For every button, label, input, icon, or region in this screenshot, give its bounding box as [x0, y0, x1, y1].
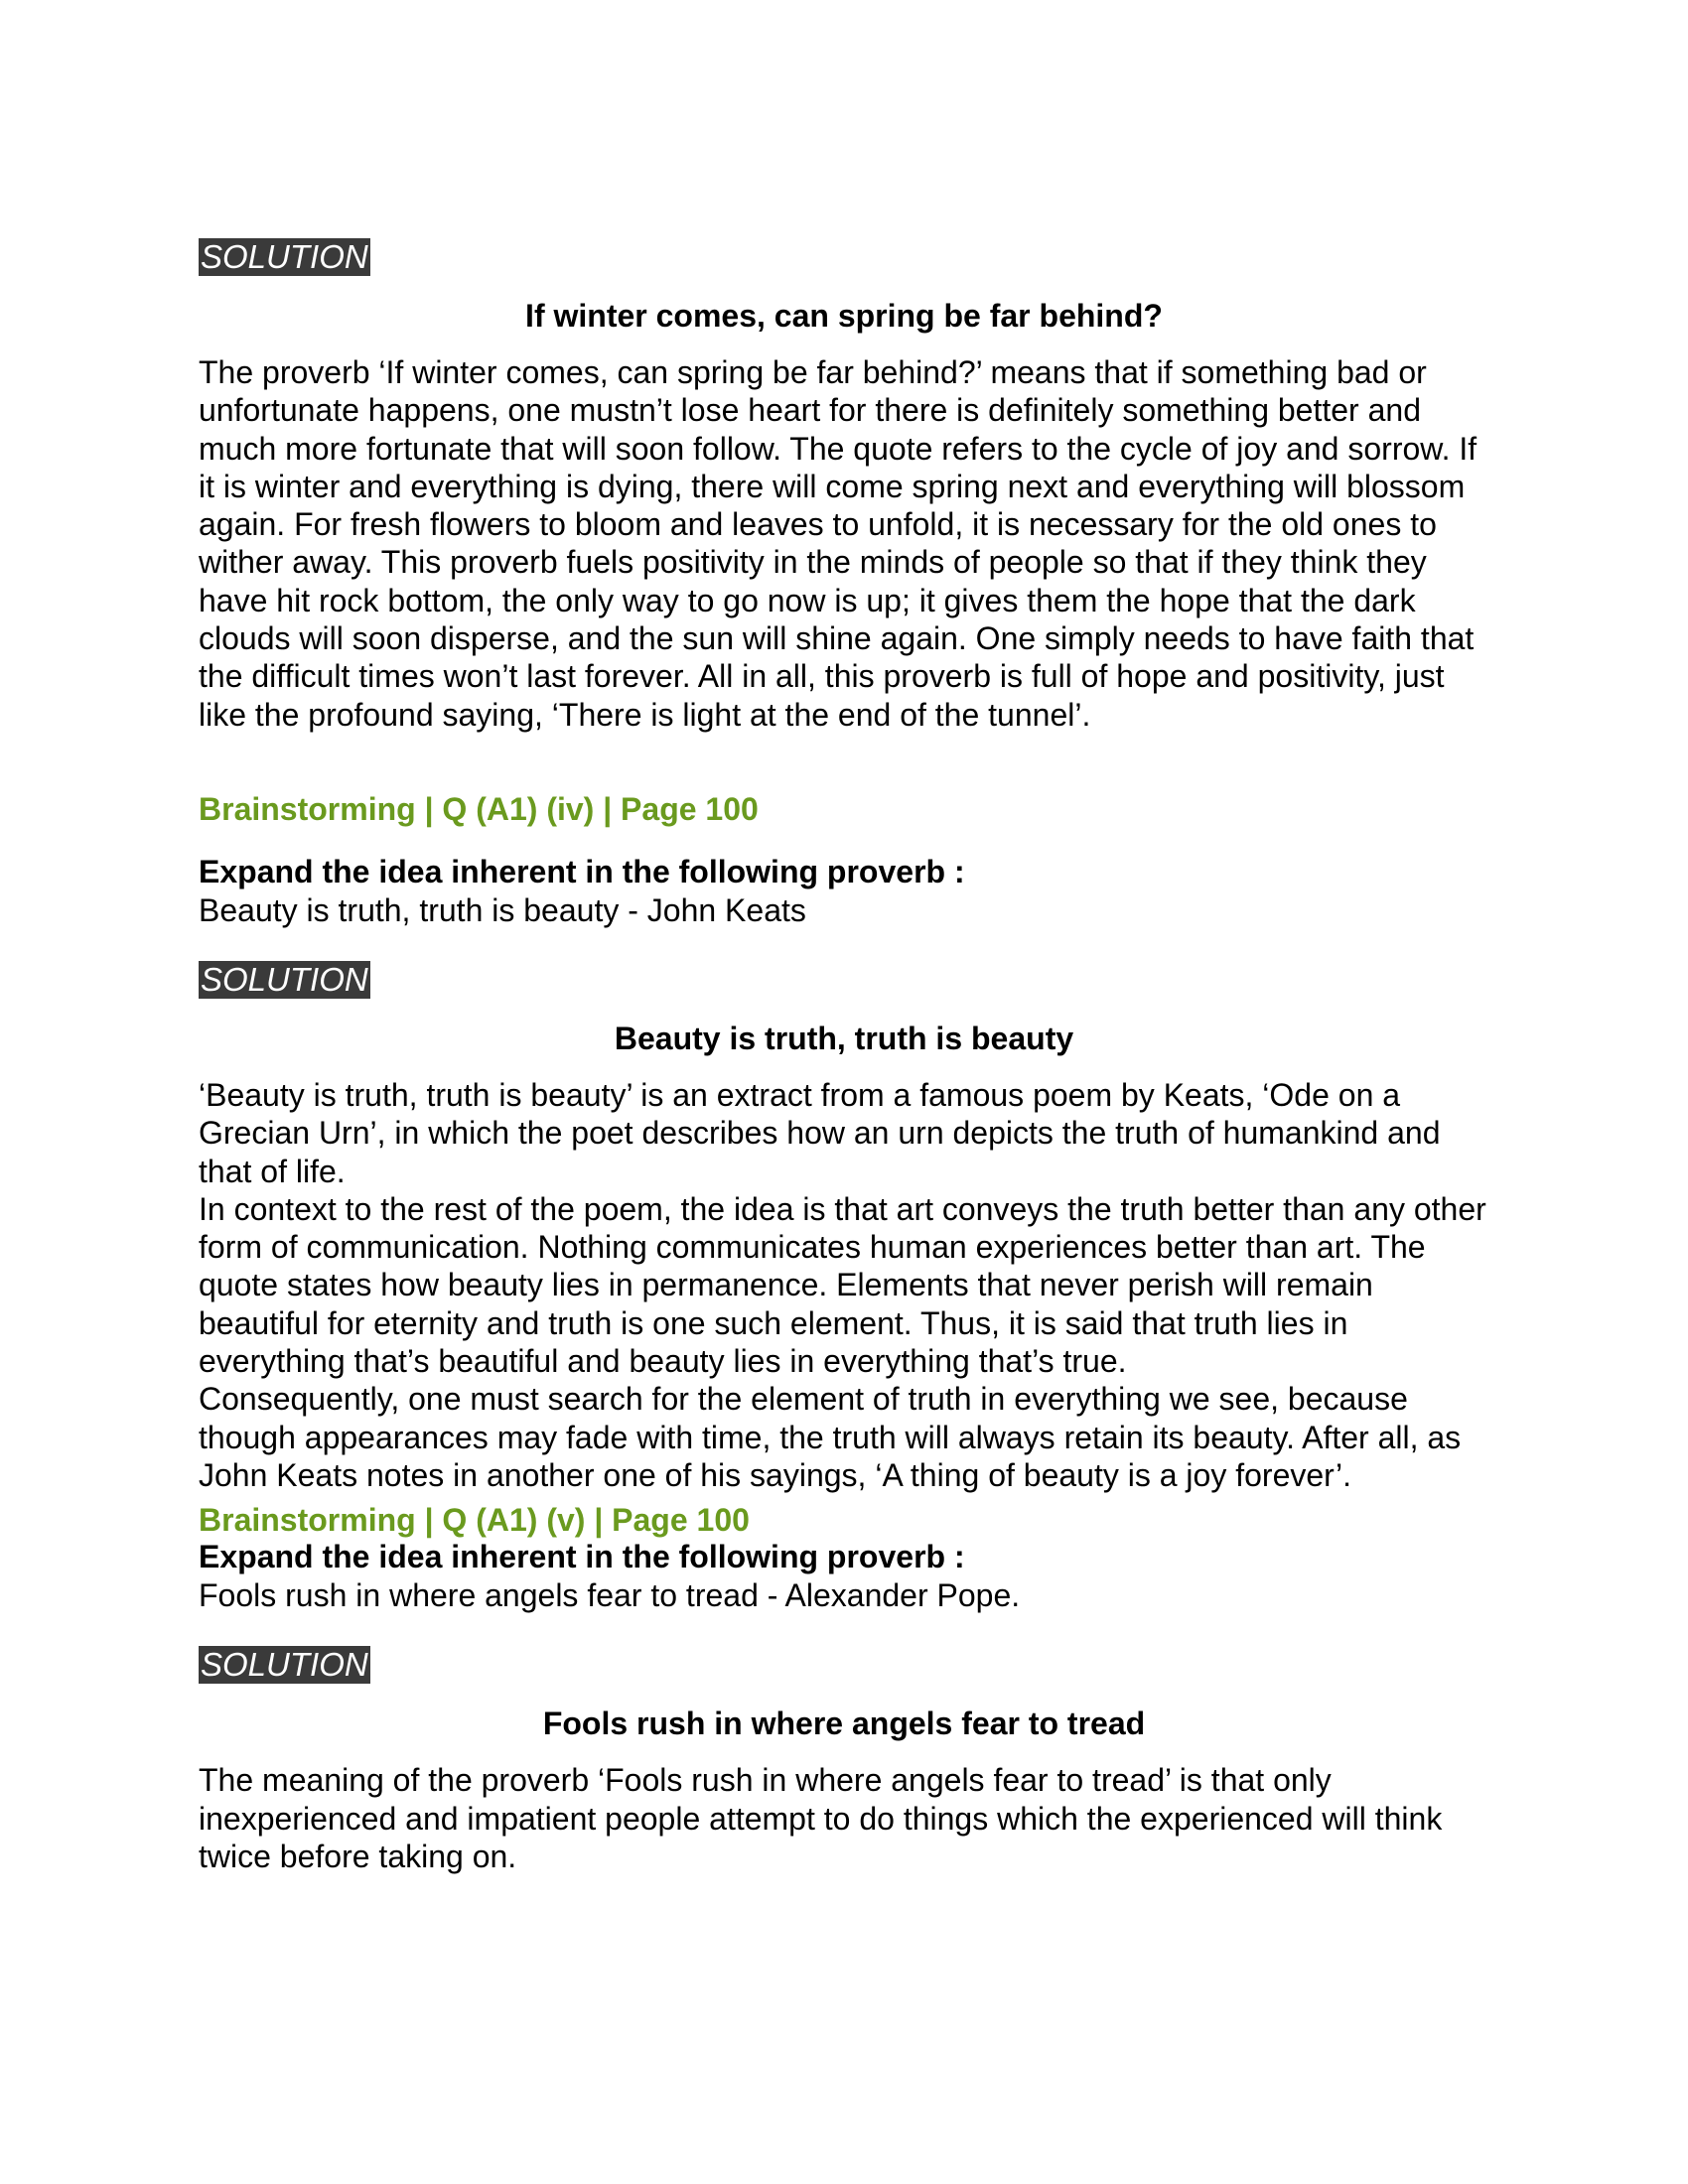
section-title: Beauty is truth, truth is beauty — [614, 1020, 1074, 1056]
solution-label: SOLUTION — [201, 960, 368, 998]
proverb-text: Beauty is truth, truth is beauty - John Keats — [199, 891, 806, 928]
section-title: If winter comes, can spring be far behind? — [525, 298, 1163, 334]
solution-label: SOLUTION — [201, 1646, 368, 1684]
body-paragraph: The meaning of the proverb ‘Fools rush in where angels fear to tread’ is that only inexperienced and impatient people attempt to do things which the experienced will think twice before taking on. — [199, 1762, 1443, 1874]
question-heading: Brainstorming | Q (A1) (v) | Page 100 — [199, 1502, 750, 1539]
body-paragraph: In context to the rest of the poem, the idea is that art conveys the truth better than any other form of communication. Nothing communicates human experiences better than art. The quote states how beauty lies in permanence. Elements that never perish will remain beautiful for eternity and truth is one such element. Thus, it is said that truth lies in everything that’s beautiful and beauty lies in everything that’s true. — [199, 1190, 1486, 1380]
proverb-text: Fools rush in where angels fear to tread - Alexander Pope. — [199, 1577, 1021, 1614]
body-paragraph: Consequently, one must search for the element of truth in everything we see, because though appearances may fade with time, the truth will always retain its beauty. After all, as John Keats notes in another one of his sayings, ‘A thing of beauty is a joy forever’. — [199, 1381, 1462, 1493]
question-prompt: Expand the idea inherent in the following proverb : — [199, 853, 965, 889]
section-title: Fools rush in where angels fear to tread — [542, 1706, 1146, 1742]
solution-label: SOLUTION — [201, 238, 368, 275]
document-page — [199, 238, 1489, 1875]
body-paragraph: The proverb ‘If winter comes, can spring be far behind?’ means that if something bad or unfortunate happens, one mustn’t lose heart for there is definitely something better and much more fortunate that will soon follow. The quote refers to the cycle of joy and sorrow. If it is winter and everything is dying, there will come spring next and everything will blossom again. For fresh flowers to bloom and leaves to unfold, it is necessary for the old ones to wither away. This proverb fuels positivity in the minds of people so that if they think they have hit rock bottom, the only way to go now is up; it gives them the hope that the dark clouds will soon disperse, and the sun will shine again. One simply needs to have faith that the difficult times won’t last forever. All in all, this proverb is full of hope and positivity, just like the profound saying, ‘There is light at the end of the tunnel’. — [199, 354, 1477, 733]
question-prompt: Expand the idea inherent in the following proverb : — [199, 1539, 965, 1575]
body-paragraph: ‘Beauty is truth, truth is beauty’ is an extract from a famous poem by Keats, ‘Ode on a Grecian Urn’, in which the poet describes how an urn depicts the truth of humankind and that of life. — [199, 1076, 1441, 1189]
question-heading: Brainstorming | Q (A1) (iv) | Page 100 — [199, 790, 759, 827]
